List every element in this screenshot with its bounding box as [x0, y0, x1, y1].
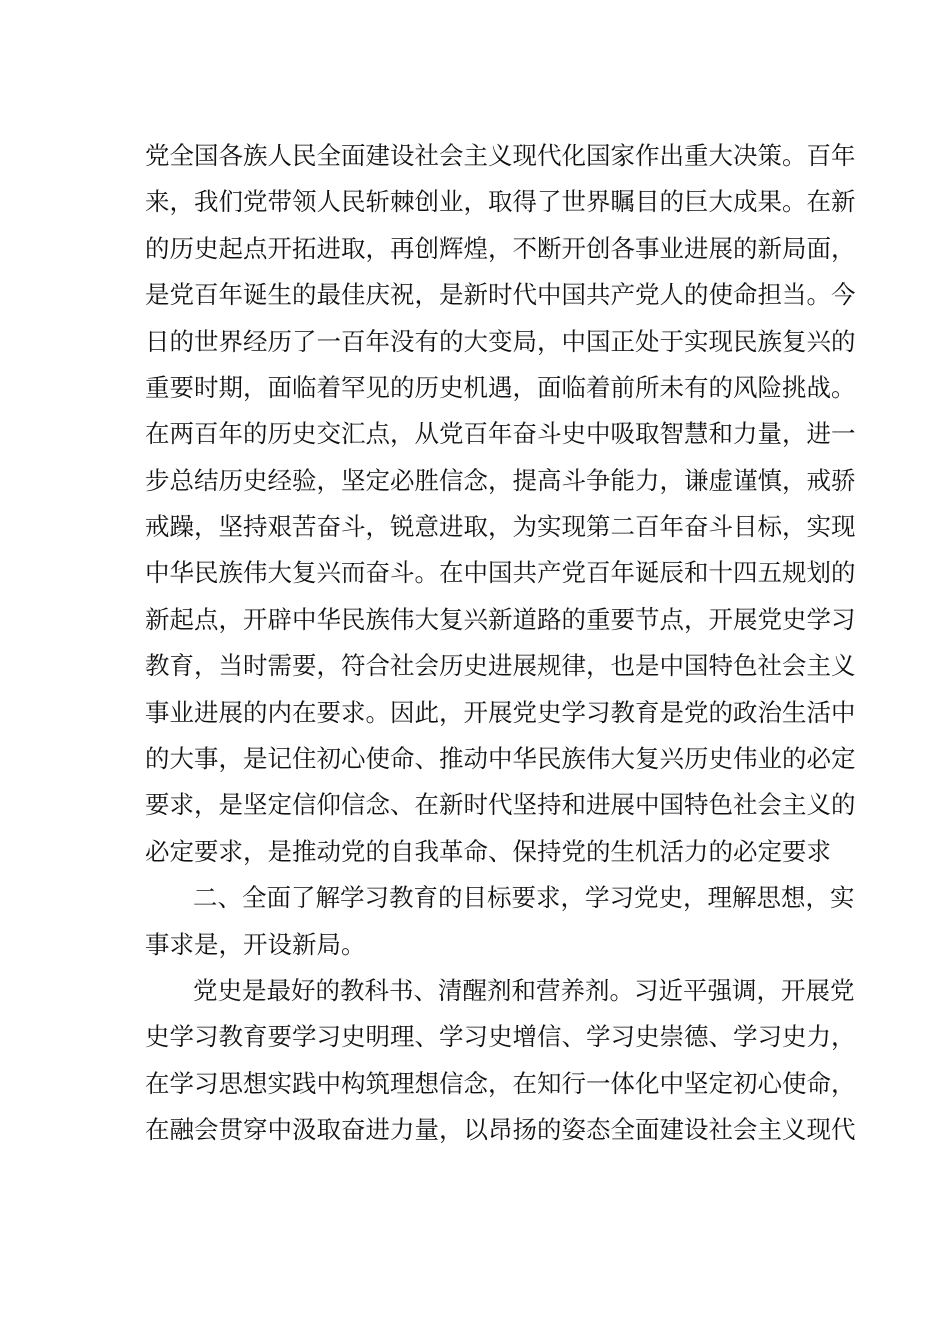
text-line: 日的世界经历了一百年没有的大变局，中国正处于实现民族复兴的 [145, 327, 856, 356]
text-line: 的历史起点开拓进取，再创辉煌，不断开创各事业进展的新局面， [145, 234, 856, 263]
text-line: 事业进展的内在要求。因此，开展党史学习教育是党的政治生活中 [145, 698, 856, 727]
section-heading-line: 二、全面了解学习教育的目标要求，学习党史，理解思想，实 [193, 883, 855, 912]
text-line: 新起点，开辟中华民族伟大复兴新道路的重要节点，开展党史学习 [145, 605, 856, 634]
section-heading-line: 事求是，开设新局。 [145, 930, 366, 959]
text-line: 史学习教育要学习史明理、学习史增信、学习史崇德、学习史力， [145, 1022, 856, 1051]
text-line: 中华民族伟大复兴而奋斗。在中国共产党百年诞辰和十四五规划的 [145, 558, 856, 587]
text-line: 的大事，是记住初心使命、推动中华民族伟大复兴历史伟业的必定 [145, 744, 856, 773]
text-line: 在学习思想实践中构筑理想信念，在知行一体化中坚定初心使命， [145, 1069, 856, 1098]
text-line: 教育，当时需要，符合社会历史进展规律，也是中国特色社会主义 [145, 651, 856, 680]
text-line: 要求，是坚定信仰信念、在新时代坚持和进展中国特色社会主义的 [145, 790, 856, 819]
text-line: 在融会贯穿中汲取奋进力量，以昂扬的姿态全面建设社会主义现代 [145, 1115, 856, 1144]
text-line: 戒躁，坚持艰苦奋斗，锐意进取，为实现第二百年奋斗目标，实现 [145, 512, 856, 541]
text-line: 重要时期，面临着罕见的历史机遇，面临着前所未有的风险挑战。 [145, 373, 856, 402]
text-line: 在两百年的历史交汇点，从党百年奋斗史中吸取智慧和力量，进一 [145, 419, 856, 448]
text-line: 党史是最好的教科书、清醒剂和营养剂。习近平强调，开展党 [193, 976, 855, 1005]
text-line: 必定要求，是推动党的自我革命、保持党的生机活力的必定要求 [145, 837, 831, 866]
text-line: 步总结历史经验，坚定必胜信念，提高斗争能力，谦虚谨慎，戒骄 [145, 466, 856, 495]
text-line: 来，我们党带领人民斩棘创业，取得了世界瞩目的巨大成果。在新 [145, 187, 856, 216]
text-line: 党全国各族人民全面建设社会主义现代化国家作出重大决策。百年 [145, 141, 856, 170]
text-line: 是党百年诞生的最佳庆祝，是新时代中国共产党人的使命担当。今 [145, 280, 856, 309]
